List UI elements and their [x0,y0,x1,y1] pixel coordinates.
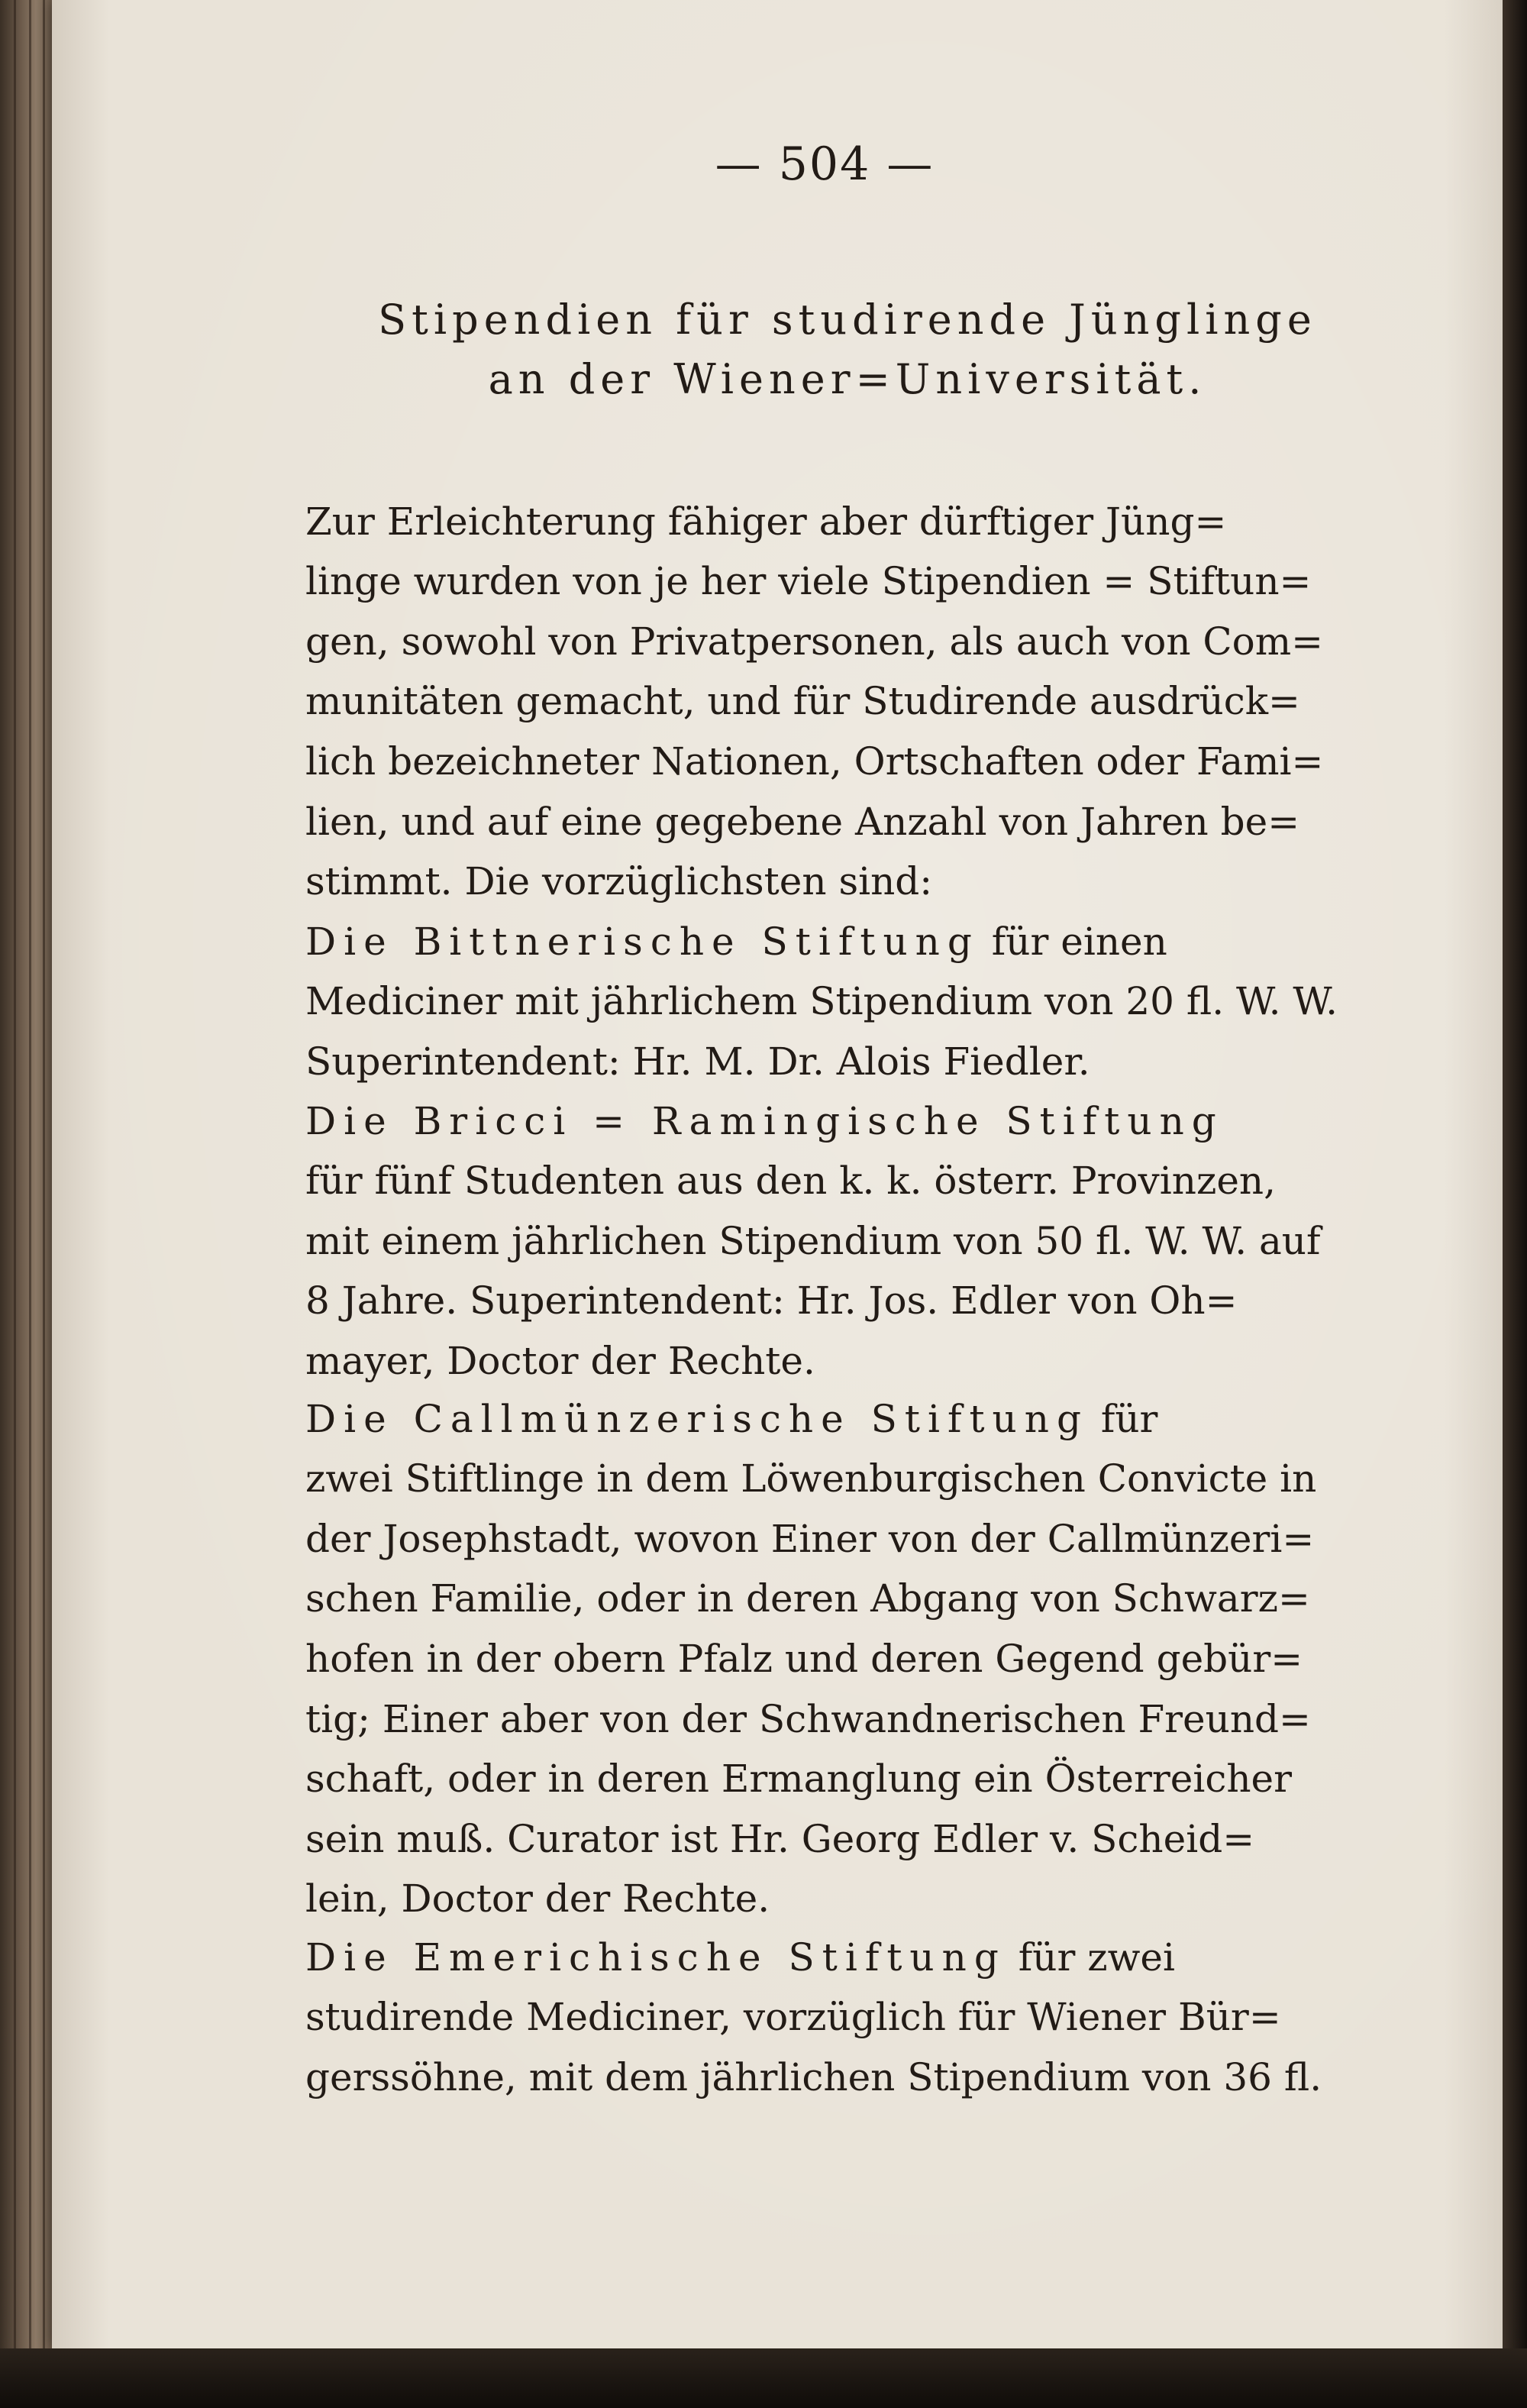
paragraph-lead: Die Bittnerische Stiftung [305,919,980,964]
paragraph-intro [305,432,1390,912]
book-block-edge [0,0,60,2352]
paragraph-body: Zur Erleichterung fähiger aber dürftiger Jüng= linge wurden von je her viele Stipendien = Stiftun= gen, sowohl von Privatpersonen, als auch von Com= munitäten gemacht, und für Studirende ausdrück= lich bezeichneter Nationen, Ortschaften oder Fami= lien, und auf eine gegebene Anzahl von Jahren be= stimmt. Die vorzüglichsten sind: [305,499,1324,904]
page-edge-line [14,0,16,2352]
section-heading [298,290,1397,409]
paragraph-lead: Die Bricci = Ramingische Stiftung [305,1098,1224,1143]
page-number: — 504 — [715,137,935,191]
section-heading-line-2: an der Wiener=Universität. [488,355,1207,403]
bottom-shadow [0,2348,1527,2408]
paragraph-lead: Die Emerichische Stiftung [305,1934,1006,1980]
paragraph-lead: Die Callmünzerische Stiftung [305,1396,1089,1441]
paragraph-body: für fünf Studenten aus den k. k. österr. Provinzen, mit einem jährlichen Stipendium von 50 fl. W. W. auf 8 Jahre. Superintendent: Hr. Jos. Edler von Oh= mayer, Doctor der Rechte. [305,1159,1321,1383]
section-heading-line-1: Stipendien für studirende Jünglinge [378,296,1317,344]
page-edge-line [43,0,45,2352]
paragraph-emerich [305,1867,1390,2107]
gutter-shadow [1503,0,1527,2408]
paragraph-body: für zwei Stiftlinge in dem Löwenburgischen Convicte in der Josephstadt, wovon Einer von der Callmünzeri= schen Familie, oder in deren Abgang von Schwarz= hofen in der obern Pfalz und deren Gegend gebür= tig; Einer aber von der Schwandnerischen Freund= schaft, oder in deren Ermanglung ein Österreicher sein muß. Curator ist Hr. Georg Edler v. Scheid= lein, Doctor der Rechte. [305,1396,1317,1922]
paragraph-callmuenzer [305,1329,1390,1929]
page-edge-line [29,0,31,2352]
paragraph-body: für zwei studirende Mediciner, vorzüglich für Wiener Bür= gerssöhne, mit dem jährlichen Stipendium von 36 fl. [305,1934,1322,2099]
paragraph-body: für einen Mediciner mit jährlichem Stipendium von 20 fl. W. W. Superintendent: Hr. M. Dr. Alois Fiedler. [305,919,1338,1084]
